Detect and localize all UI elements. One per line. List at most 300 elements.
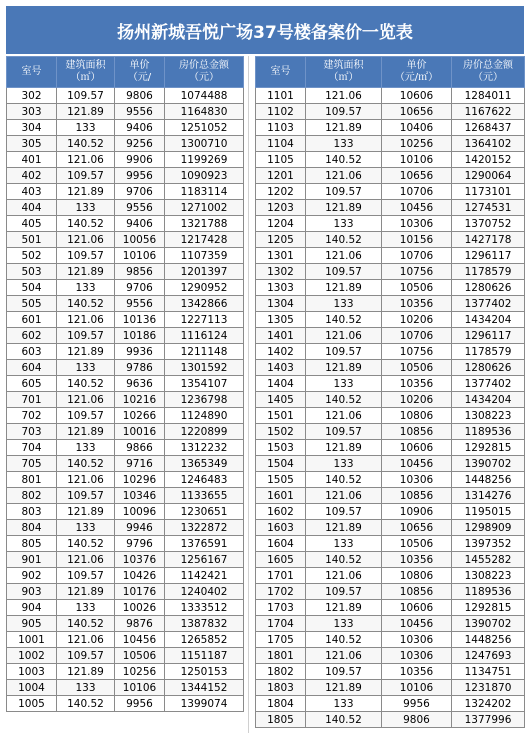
cell-room-number: 1101: [256, 88, 306, 104]
cell-total-price: 1201397: [165, 264, 244, 280]
table-row: [256, 600, 525, 616]
cell-total-price: 1296117: [452, 328, 525, 344]
cell-total-price: 1280626: [452, 360, 525, 376]
cell-unit-price: 9856: [115, 264, 165, 280]
cell-unit-price: 10656: [382, 520, 452, 536]
cell-unit-price: 10606: [382, 88, 452, 104]
cell-total-price: 1448256: [452, 472, 525, 488]
cell-area: 133: [306, 456, 382, 472]
cell-total-price: 1164830: [165, 104, 244, 120]
cell-area: 140.52: [57, 216, 115, 232]
cell-unit-price: 10506: [382, 536, 452, 552]
cell-area: 140.52: [306, 392, 382, 408]
cell-total-price: 1308223: [452, 568, 525, 584]
cell-area: 109.57: [57, 648, 115, 664]
cell-total-price: 1324202: [452, 696, 525, 712]
cell-room-number: 1004: [7, 680, 57, 696]
cell-total-price: 1090923: [165, 168, 244, 184]
table-row: [7, 200, 244, 216]
cell-area: 121.06: [306, 168, 382, 184]
cell-unit-price: 10706: [382, 184, 452, 200]
cell-unit-price: 10506: [115, 648, 165, 664]
cell-room-number: 401: [7, 152, 57, 168]
header-area: 建筑面积 （㎡）: [306, 57, 382, 88]
cell-area: 133: [306, 376, 382, 392]
cell-area: 140.52: [306, 312, 382, 328]
cell-room-number: 701: [7, 392, 57, 408]
cell-area: 140.52: [57, 616, 115, 632]
table-row: [256, 136, 525, 152]
cell-room-number: 703: [7, 424, 57, 440]
table-row: [256, 504, 525, 520]
table-row: [256, 248, 525, 264]
cell-area: 109.57: [306, 264, 382, 280]
cell-unit-price: 10806: [382, 568, 452, 584]
cell-unit-price: 10606: [382, 600, 452, 616]
cell-area: 121.89: [57, 344, 115, 360]
cell-area: 121.06: [306, 408, 382, 424]
cell-unit-price: 9706: [115, 280, 165, 296]
cell-unit-price: 10456: [382, 456, 452, 472]
cell-area: 121.06: [306, 88, 382, 104]
cell-total-price: 1292815: [452, 440, 525, 456]
cell-area: 133: [306, 136, 382, 152]
table-row: [256, 168, 525, 184]
cell-unit-price: 10356: [382, 296, 452, 312]
cell-total-price: 1217428: [165, 232, 244, 248]
cell-area: 133: [57, 120, 115, 136]
cell-area: 133: [306, 696, 382, 712]
cell-total-price: 1178579: [452, 264, 525, 280]
cell-unit-price: 9556: [115, 200, 165, 216]
cell-area: 121.89: [306, 200, 382, 216]
table-row: [7, 536, 244, 552]
cell-area: 109.57: [57, 88, 115, 104]
cell-room-number: 1601: [256, 488, 306, 504]
cell-area: 121.06: [306, 648, 382, 664]
table-row: [256, 632, 525, 648]
cell-total-price: 1342866: [165, 296, 244, 312]
cell-unit-price: 10426: [115, 568, 165, 584]
cell-area: 109.57: [57, 568, 115, 584]
cell-unit-price: 10256: [382, 136, 452, 152]
cell-unit-price: 10376: [115, 552, 165, 568]
cell-area: 121.06: [306, 568, 382, 584]
table-row: [7, 568, 244, 584]
table-row: [7, 696, 244, 712]
table-row: [256, 120, 525, 136]
cell-unit-price: 10056: [115, 232, 165, 248]
table-row: [256, 408, 525, 424]
cell-room-number: 1301: [256, 248, 306, 264]
table-row: [7, 616, 244, 632]
table-row: [7, 456, 244, 472]
header-total-price: 房价总金额 （元）: [165, 57, 244, 88]
table-row: [256, 712, 525, 728]
cell-area: 109.57: [57, 488, 115, 504]
cell-room-number: 1105: [256, 152, 306, 168]
table-row: [7, 104, 244, 120]
cell-area: 121.89: [57, 424, 115, 440]
cell-room-number: 1001: [7, 632, 57, 648]
cell-unit-price: 9876: [115, 616, 165, 632]
cell-unit-price: 10656: [382, 104, 452, 120]
table-row: [7, 232, 244, 248]
table-row: [7, 120, 244, 136]
cell-unit-price: 10156: [382, 232, 452, 248]
cell-area: 109.57: [306, 344, 382, 360]
cell-total-price: 1427178: [452, 232, 525, 248]
cell-area: 109.57: [306, 104, 382, 120]
table-row: [7, 216, 244, 232]
cell-room-number: 704: [7, 440, 57, 456]
cell-room-number: 705: [7, 456, 57, 472]
cell-total-price: 1220899: [165, 424, 244, 440]
table-row: [256, 680, 525, 696]
cell-total-price: 1377996: [452, 712, 525, 728]
cell-total-price: 1377402: [452, 296, 525, 312]
table-row: [7, 664, 244, 680]
cell-total-price: 1321788: [165, 216, 244, 232]
cell-room-number: 1703: [256, 600, 306, 616]
table-row: [256, 392, 525, 408]
table-row: [256, 568, 525, 584]
cell-total-price: 1364102: [452, 136, 525, 152]
cell-unit-price: 10346: [115, 488, 165, 504]
cell-unit-price: 10306: [382, 648, 452, 664]
table-row: [7, 312, 244, 328]
cell-area: 109.57: [57, 248, 115, 264]
cell-room-number: 1305: [256, 312, 306, 328]
cell-total-price: 1434204: [452, 312, 525, 328]
cell-area: 121.06: [57, 392, 115, 408]
cell-room-number: 302: [7, 88, 57, 104]
table-row: [256, 648, 525, 664]
cell-room-number: 1405: [256, 392, 306, 408]
table-row: [7, 136, 244, 152]
table-row: [256, 280, 525, 296]
cell-total-price: 1301592: [165, 360, 244, 376]
cell-unit-price: 9906: [115, 152, 165, 168]
cell-area: 133: [57, 600, 115, 616]
table-row: [7, 376, 244, 392]
cell-unit-price: 10856: [382, 584, 452, 600]
cell-area: 121.06: [306, 488, 382, 504]
table-row: [7, 648, 244, 664]
table-row: [256, 488, 525, 504]
table-row: [7, 248, 244, 264]
cell-total-price: 1344152: [165, 680, 244, 696]
cell-room-number: 1701: [256, 568, 306, 584]
cell-room-number: 404: [7, 200, 57, 216]
table-row: [7, 392, 244, 408]
cell-room-number: 1502: [256, 424, 306, 440]
cell-room-number: 1504: [256, 456, 306, 472]
cell-unit-price: 10706: [382, 328, 452, 344]
cell-unit-price: 10306: [382, 632, 452, 648]
table-row: [7, 264, 244, 280]
cell-unit-price: 10096: [115, 504, 165, 520]
cell-total-price: 1211148: [165, 344, 244, 360]
cell-room-number: 1801: [256, 648, 306, 664]
cell-total-price: 1240402: [165, 584, 244, 600]
table-row: [7, 632, 244, 648]
cell-room-number: 1003: [7, 664, 57, 680]
cell-room-number: 1404: [256, 376, 306, 392]
table-row: [256, 584, 525, 600]
table-row: [7, 408, 244, 424]
cell-room-number: 601: [7, 312, 57, 328]
cell-room-number: 1802: [256, 664, 306, 680]
cell-area: 121.89: [306, 520, 382, 536]
cell-area: 109.57: [57, 328, 115, 344]
cell-total-price: 1251052: [165, 120, 244, 136]
cell-total-price: 1284011: [452, 88, 525, 104]
cell-unit-price: 10856: [382, 424, 452, 440]
cell-area: 121.89: [57, 584, 115, 600]
table-row: [7, 296, 244, 312]
cell-room-number: 1505: [256, 472, 306, 488]
table-row: [7, 424, 244, 440]
cell-total-price: 1250153: [165, 664, 244, 680]
table-row: [7, 472, 244, 488]
cell-area: 109.57: [306, 504, 382, 520]
cell-room-number: 905: [7, 616, 57, 632]
cell-area: 140.52: [306, 632, 382, 648]
cell-room-number: 1803: [256, 680, 306, 696]
table-row: [7, 328, 244, 344]
cell-unit-price: 9786: [115, 360, 165, 376]
header-unit-price: 单价 （元/㎡）: [382, 57, 452, 88]
table-header-row: [256, 57, 525, 88]
cell-total-price: 1134751: [452, 664, 525, 680]
cell-unit-price: 10606: [382, 440, 452, 456]
cell-area: 140.52: [57, 696, 115, 712]
table-row: [7, 488, 244, 504]
cell-room-number: 605: [7, 376, 57, 392]
cell-room-number: 1005: [7, 696, 57, 712]
cell-room-number: 1603: [256, 520, 306, 536]
cell-room-number: 603: [7, 344, 57, 360]
table-row: [256, 616, 525, 632]
cell-unit-price: 9256: [115, 136, 165, 152]
cell-room-number: 1604: [256, 536, 306, 552]
cell-room-number: 1302: [256, 264, 306, 280]
cell-total-price: 1151187: [165, 648, 244, 664]
cell-total-price: 1390702: [452, 616, 525, 632]
cell-area: 121.06: [57, 312, 115, 328]
cell-unit-price: 10266: [115, 408, 165, 424]
cell-area: 140.52: [57, 456, 115, 472]
header-total-price: 房价总金额 （元）: [452, 57, 525, 88]
cell-room-number: 1403: [256, 360, 306, 376]
cell-total-price: 1246483: [165, 472, 244, 488]
cell-total-price: 1189536: [452, 584, 525, 600]
cell-area: 121.06: [57, 552, 115, 568]
cell-room-number: 1202: [256, 184, 306, 200]
cell-unit-price: 10456: [382, 616, 452, 632]
cell-total-price: 1280626: [452, 280, 525, 296]
header-room: 室号: [7, 57, 57, 88]
table-row: [256, 424, 525, 440]
cell-unit-price: 10656: [382, 168, 452, 184]
cell-total-price: 1397352: [452, 536, 525, 552]
table-row: [256, 360, 525, 376]
cell-area: 140.52: [306, 472, 382, 488]
cell-room-number: 1103: [256, 120, 306, 136]
cell-total-price: 1116124: [165, 328, 244, 344]
cell-area: 133: [57, 680, 115, 696]
cell-unit-price: 9406: [115, 216, 165, 232]
cell-room-number: 1402: [256, 344, 306, 360]
cell-room-number: 801: [7, 472, 57, 488]
cell-room-number: 1702: [256, 584, 306, 600]
table-row: [7, 584, 244, 600]
cell-unit-price: 9806: [115, 88, 165, 104]
cell-total-price: 1399074: [165, 696, 244, 712]
cell-room-number: 1205: [256, 232, 306, 248]
cell-room-number: 1304: [256, 296, 306, 312]
cell-unit-price: 9556: [115, 104, 165, 120]
cell-room-number: 1605: [256, 552, 306, 568]
cell-unit-price: 10356: [382, 552, 452, 568]
cell-room-number: 901: [7, 552, 57, 568]
cell-area: 133: [306, 616, 382, 632]
table-row: [256, 376, 525, 392]
cell-room-number: 504: [7, 280, 57, 296]
cell-area: 109.57: [306, 184, 382, 200]
cell-total-price: 1290952: [165, 280, 244, 296]
table-row: [256, 216, 525, 232]
table-row: [256, 296, 525, 312]
cell-room-number: 1705: [256, 632, 306, 648]
column-divider: [248, 56, 249, 733]
cell-total-price: 1314276: [452, 488, 525, 504]
cell-area: 121.89: [306, 120, 382, 136]
cell-area: 121.89: [306, 680, 382, 696]
table-row: [7, 88, 244, 104]
cell-room-number: 1102: [256, 104, 306, 120]
table-row: [7, 152, 244, 168]
cell-area: 121.89: [306, 440, 382, 456]
cell-total-price: 1387832: [165, 616, 244, 632]
cell-area: 133: [57, 520, 115, 536]
cell-area: 121.06: [57, 152, 115, 168]
cell-total-price: 1133655: [165, 488, 244, 504]
cell-unit-price: 10356: [382, 376, 452, 392]
table-row: [256, 264, 525, 280]
cell-unit-price: 10106: [382, 152, 452, 168]
cell-room-number: 503: [7, 264, 57, 280]
cell-total-price: 1268437: [452, 120, 525, 136]
cell-area: 133: [57, 200, 115, 216]
cell-room-number: 1804: [256, 696, 306, 712]
cell-unit-price: 10136: [115, 312, 165, 328]
cell-unit-price: 10356: [382, 664, 452, 680]
cell-unit-price: 10106: [115, 680, 165, 696]
price-table-left: [6, 56, 244, 712]
cell-total-price: 1167622: [452, 104, 525, 120]
cell-area: 133: [306, 296, 382, 312]
cell-room-number: 505: [7, 296, 57, 312]
cell-unit-price: 9946: [115, 520, 165, 536]
table-row: [7, 680, 244, 696]
cell-total-price: 1274531: [452, 200, 525, 216]
table-row: [7, 344, 244, 360]
cell-total-price: 1434204: [452, 392, 525, 408]
cell-total-price: 1296117: [452, 248, 525, 264]
cell-total-price: 1390702: [452, 456, 525, 472]
cell-room-number: 402: [7, 168, 57, 184]
cell-area: 121.89: [57, 104, 115, 120]
cell-area: 121.89: [306, 360, 382, 376]
cell-area: 109.57: [57, 168, 115, 184]
cell-room-number: 904: [7, 600, 57, 616]
cell-total-price: 1236798: [165, 392, 244, 408]
cell-total-price: 1173101: [452, 184, 525, 200]
table-row: [256, 472, 525, 488]
cell-unit-price: 9796: [115, 536, 165, 552]
cell-total-price: 1074488: [165, 88, 244, 104]
cell-area: 140.52: [306, 232, 382, 248]
cell-total-price: 1376591: [165, 536, 244, 552]
cell-area: 140.52: [306, 152, 382, 168]
cell-unit-price: 10206: [382, 392, 452, 408]
cell-unit-price: 10806: [382, 408, 452, 424]
cell-area: 121.89: [57, 264, 115, 280]
cell-room-number: 902: [7, 568, 57, 584]
table-row: [256, 552, 525, 568]
cell-unit-price: 10756: [382, 344, 452, 360]
cell-room-number: 405: [7, 216, 57, 232]
cell-room-number: 805: [7, 536, 57, 552]
cell-area: 121.06: [57, 472, 115, 488]
cell-area: 121.89: [57, 184, 115, 200]
cell-room-number: 604: [7, 360, 57, 376]
cell-room-number: 1303: [256, 280, 306, 296]
table-row: [256, 344, 525, 360]
cell-total-price: 1420152: [452, 152, 525, 168]
cell-total-price: 1227113: [165, 312, 244, 328]
cell-unit-price: 10406: [382, 120, 452, 136]
cell-room-number: 501: [7, 232, 57, 248]
table-row: [7, 280, 244, 296]
table-row: [256, 328, 525, 344]
cell-unit-price: 10306: [382, 472, 452, 488]
cell-area: 109.57: [306, 424, 382, 440]
cell-room-number: 1204: [256, 216, 306, 232]
cell-room-number: 803: [7, 504, 57, 520]
cell-unit-price: 10456: [115, 632, 165, 648]
cell-unit-price: 9636: [115, 376, 165, 392]
cell-room-number: 403: [7, 184, 57, 200]
cell-room-number: 602: [7, 328, 57, 344]
cell-area: 109.57: [57, 408, 115, 424]
cell-area: 121.06: [57, 232, 115, 248]
cell-total-price: 1230651: [165, 504, 244, 520]
cell-unit-price: 10906: [382, 504, 452, 520]
header-room: 室号: [256, 57, 306, 88]
cell-total-price: 1199269: [165, 152, 244, 168]
cell-room-number: 305: [7, 136, 57, 152]
cell-room-number: 502: [7, 248, 57, 264]
cell-unit-price: 9706: [115, 184, 165, 200]
page-title: 扬州新城吾悦广场37号楼备案价一览表: [6, 6, 524, 54]
cell-unit-price: 10756: [382, 264, 452, 280]
cell-area: 140.52: [306, 552, 382, 568]
table-row: [256, 696, 525, 712]
cell-room-number: 802: [7, 488, 57, 504]
